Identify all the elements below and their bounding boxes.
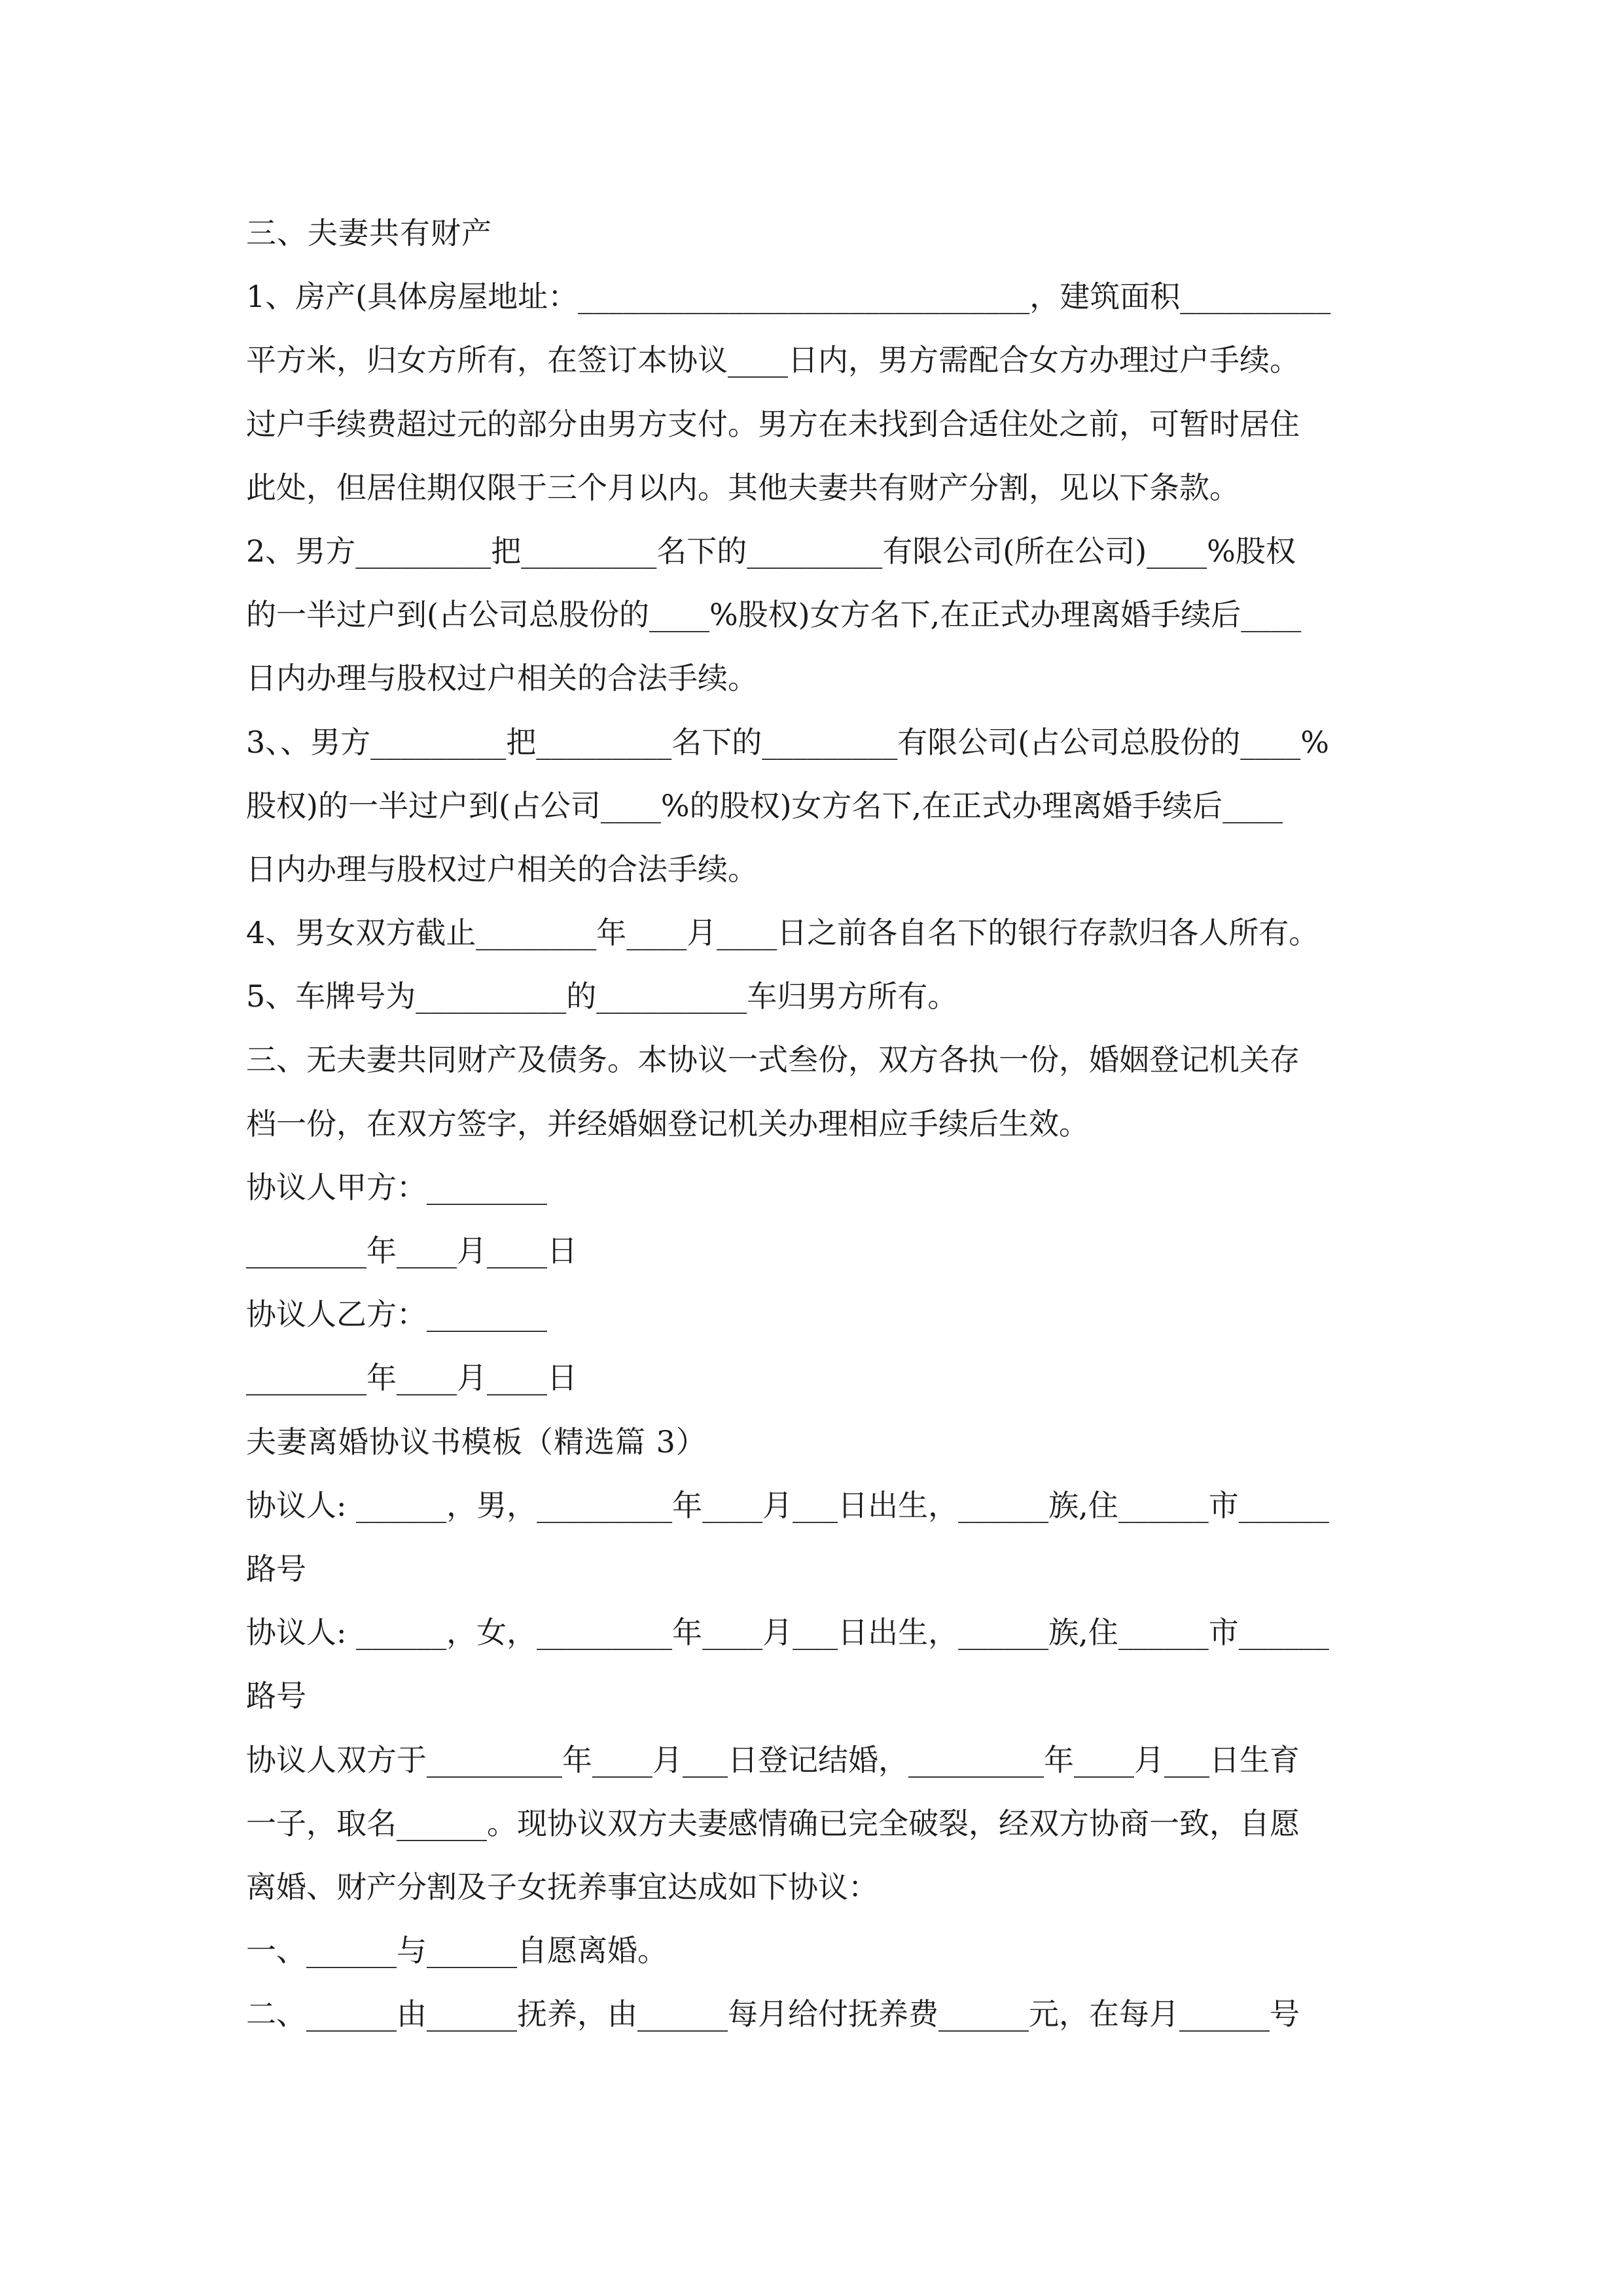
text-line: 日内办理与股权过户相关的合法手续。	[246, 851, 758, 887]
paragraph-line	[246, 1601, 1398, 1664]
paragraph-line	[246, 520, 1398, 583]
paragraph-line	[246, 838, 1398, 901]
text-line: 的一半过户到(占公司总股份的____%股权)女方名下,在正式办理离婚手续后____	[246, 597, 1302, 633]
paragraph-line	[246, 1729, 1398, 1792]
text-line: ________年____月____日	[246, 1233, 577, 1268]
paragraph-line	[246, 1919, 1398, 1982]
template-title	[246, 1410, 1398, 1474]
text-line: 股权)的一半过户到(占公司____%的股权)女方名下,在正式办理离婚手续后____	[246, 787, 1283, 823]
paragraph-line	[246, 1474, 1398, 1537]
paragraph-line	[246, 711, 1398, 774]
text-line: 4、男女双方截止________年____月____日之前各自名下的银行存款归各人所有。	[246, 915, 1319, 951]
text-line: 协议人乙方：________	[246, 1297, 547, 1333]
date-line	[246, 1346, 1398, 1410]
text-line: 协议人甲方：________	[246, 1169, 547, 1205]
paragraph-line	[246, 456, 1398, 520]
signature-line-party-a	[246, 1156, 1398, 1219]
text-line: 档一份，在双方签字，并经婚姻登记机关办理相应手续后生效。	[246, 1105, 1089, 1141]
paragraph-line	[246, 1028, 1398, 1092]
text-line: 5、车牌号为__________的__________车归男方所有。	[246, 978, 958, 1014]
paragraph-line	[246, 647, 1398, 710]
paragraph-line	[246, 393, 1398, 456]
text-line: 离婚、财产分割及子女抚养事宜达成如下协议：	[246, 1869, 878, 1905]
paragraph-line	[246, 774, 1398, 838]
date-line	[246, 1219, 1398, 1283]
paragraph-line	[246, 583, 1398, 647]
paragraph-line	[246, 965, 1398, 1028]
paragraph-line	[246, 1982, 1398, 2046]
text-line: 日内办理与股权过户相关的合法手续。	[246, 660, 758, 696]
text-line: 协议人双方于_________年____月___日登记结婚，_________年____月___日生育	[246, 1742, 1300, 1778]
section-heading-shared-property	[246, 202, 1398, 265]
text-line: 1、房产(具体房屋地址：______________________________，建筑面积__________	[246, 279, 1331, 315]
text-line: 一、______与______自愿离婚。	[246, 1933, 668, 1969]
text-line: 一子，取名______。现协议双方夫妻感情确已完全破裂，经双方协商一致，自愿	[246, 1805, 1300, 1841]
paragraph-line	[246, 265, 1398, 329]
text-line: 过户手续费超过元的部分由男方支付。男方在未找到合适住处之前，可暂时居住	[246, 406, 1300, 442]
text-line: 夫妻离婚协议书模板（精选篇 3）	[246, 1424, 707, 1460]
paragraph-line	[246, 1664, 1398, 1728]
paragraph-line	[246, 1537, 1398, 1601]
text-line: 三、夫妻共有财产	[246, 215, 492, 251]
signature-line-party-b	[246, 1283, 1398, 1346]
text-line: 二、______由______抚养，由______每月给付抚养费______元，在每月______号	[246, 1996, 1300, 2032]
text-line: 协议人: ______，女，_________年____月___日出生，______族,住______市______	[246, 1615, 1329, 1651]
text-line: 三、无夫妻共同财产及债务。本协议一式叁份，双方各执一份，婚姻登记机关存	[246, 1042, 1300, 1078]
paragraph-line	[246, 1856, 1398, 1919]
text-line: 平方米，归女方所有，在签订本协议____日内，男方需配合女方办理过户手续。	[246, 342, 1300, 378]
text-line: ________年____月____日	[246, 1360, 577, 1396]
text-line: 此处，但居住期仅限于三个月以内。其他夫妻共有财产分割，见以下条款。	[246, 469, 1240, 505]
text-line: 路号	[246, 1551, 306, 1587]
paragraph-line	[246, 1092, 1398, 1156]
paragraph-line	[246, 329, 1398, 392]
text-line: 2、男方_________把_________名下的_________有限公司(所在公司)____%股权	[246, 533, 1296, 569]
paragraph-line	[246, 1792, 1398, 1856]
text-line: 3、、男方_________把_________名下的_________有限公司(占公司总股份的____%	[246, 724, 1329, 760]
paragraph-line	[246, 901, 1398, 965]
document-body	[246, 202, 1398, 2046]
text-line: 路号	[246, 1678, 306, 1714]
text-line: 协议人: ______，男，_________年____月___日出生，______族,住______市______	[246, 1487, 1329, 1523]
